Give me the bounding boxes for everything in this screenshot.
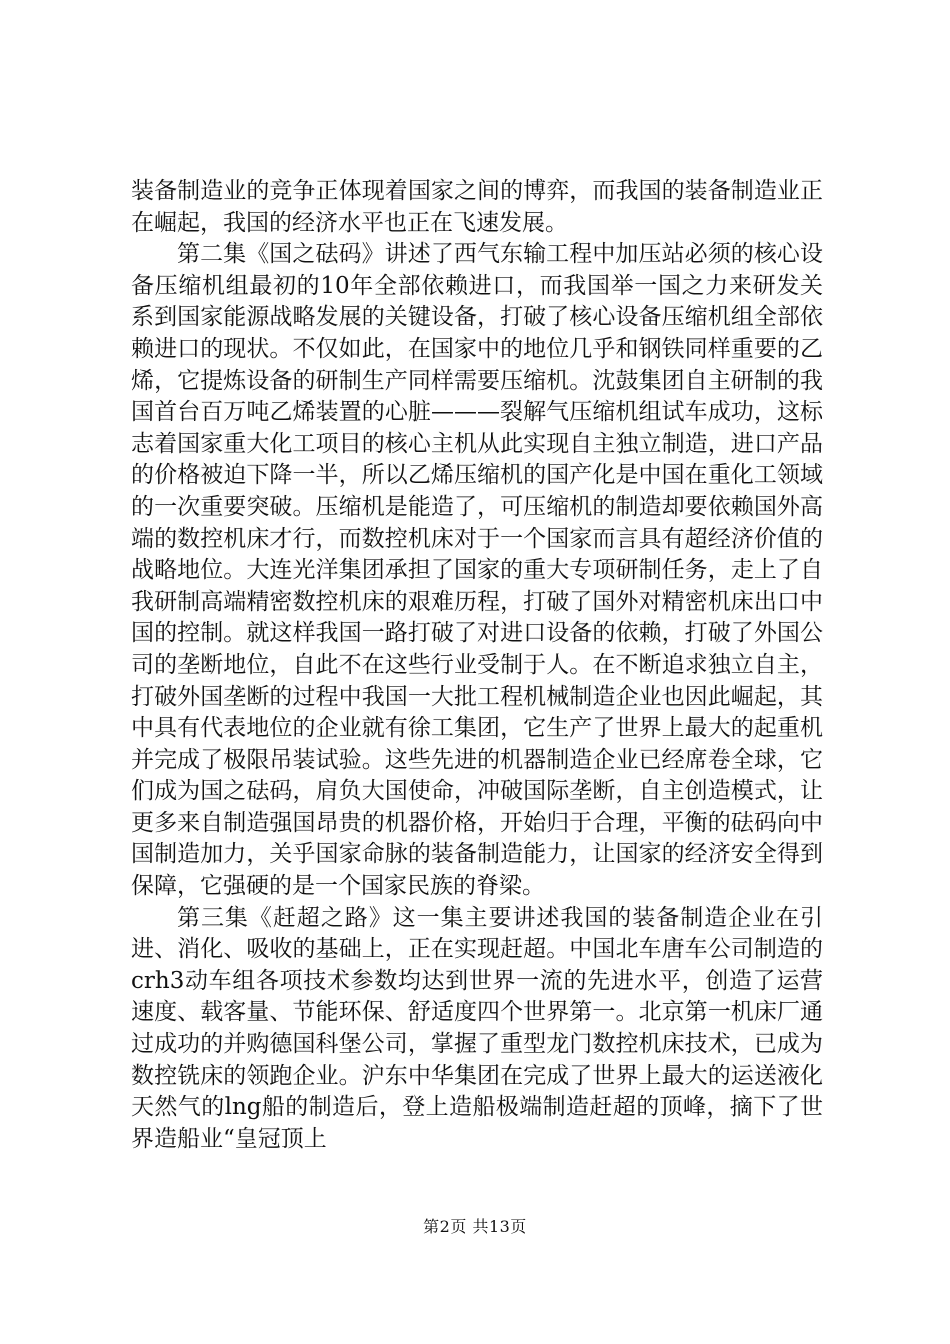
page-number-footer: 第2页 共13页 (423, 1217, 527, 1236)
paragraph-episode-two: 第二集《国之砝码》讲述了西气东输工程中加压站必须的核心设备压缩机组最初的10年全部依赖进口，而我国举一国之力来研发关系到国家能源战略发展的关键设备，打破了核心设备压缩机组全部依赖进口的现状。不仅如此，在国家中的地位几乎和钢铁同样重要的乙烯，它提炼设备的研制生产同样需要压缩机。沈鼓集团自主研制的我国首台百万吨乙烯装置的心脏———裂解气压缩机组试车成功，这标志着国家重大化工项目的核心主机从此实现自主独立制造，进口产品的价格被迫下降一半，所以乙烯压缩机的国产化是中国在重化工领域的一次重要突破。压缩机是能造了，可压缩机的制造却要依赖国外高端的数控机床才行，而数控机床对于一个国家而言具有超经济价值的战略地位。大连光洋集团承担了国家的重大专项研制任务，走上了自我研制高端精密数控机床的艰难历程，打破了国外对精密机床出口中国的控制。就这样我国一路打破了对进口设备的依赖，打破了外国公司的垄断地位，自此不在这些行业受制于人。在不断追求独立自主，打破外国垄断的过程中我国一大批工程机械制造企业也因此崛起，其中具有代表地位的企业就有徐工集团，它生产了世界上最大的起重机并完成了极限吊装试验。这些先进的机器制造企业已经席卷全球，它们成为国之砝码，肩负大国使命，冲破国际垄断，自主创造模式，让更多来自制造强国昂贵的机器价格，开始归于合理，平衡的砝码向中国制造加力，关乎国家命脉的装备制造能力，让国家的经济安全得到保障，它强硬的是一个国家民族的脊梁。 (131, 241, 823, 900)
body-text (131, 176, 823, 1155)
paragraph-continued: 装备制造业的竞争正体现着国家之间的博弈，而我国的装备制造业正在崛起，我国的经济水平也正在飞速发展。 (131, 178, 823, 236)
paragraph-episode-three: 第三集《赶超之路》这一集主要讲述我国的装备制造企业在引进、消化、吸收的基础上，正在实现赶超。中国北车唐车公司制造的crh3动车组各项技术参数均达到世界一流的先进水平，创造了运营速度、载客量、节能环保、舒适度四个世界第一。北京第一机床厂通过成功的并购德国科堡公司，掌握了重型龙门数控机床技术，已成为数控铣床的领跑企业。沪东中华集团在完成了世界上最大的运送液化天然气的lng船的制造后，登上造船极端制造赶超的顶峰，摘下了世界造船业“皇冠顶上 (131, 904, 823, 1152)
